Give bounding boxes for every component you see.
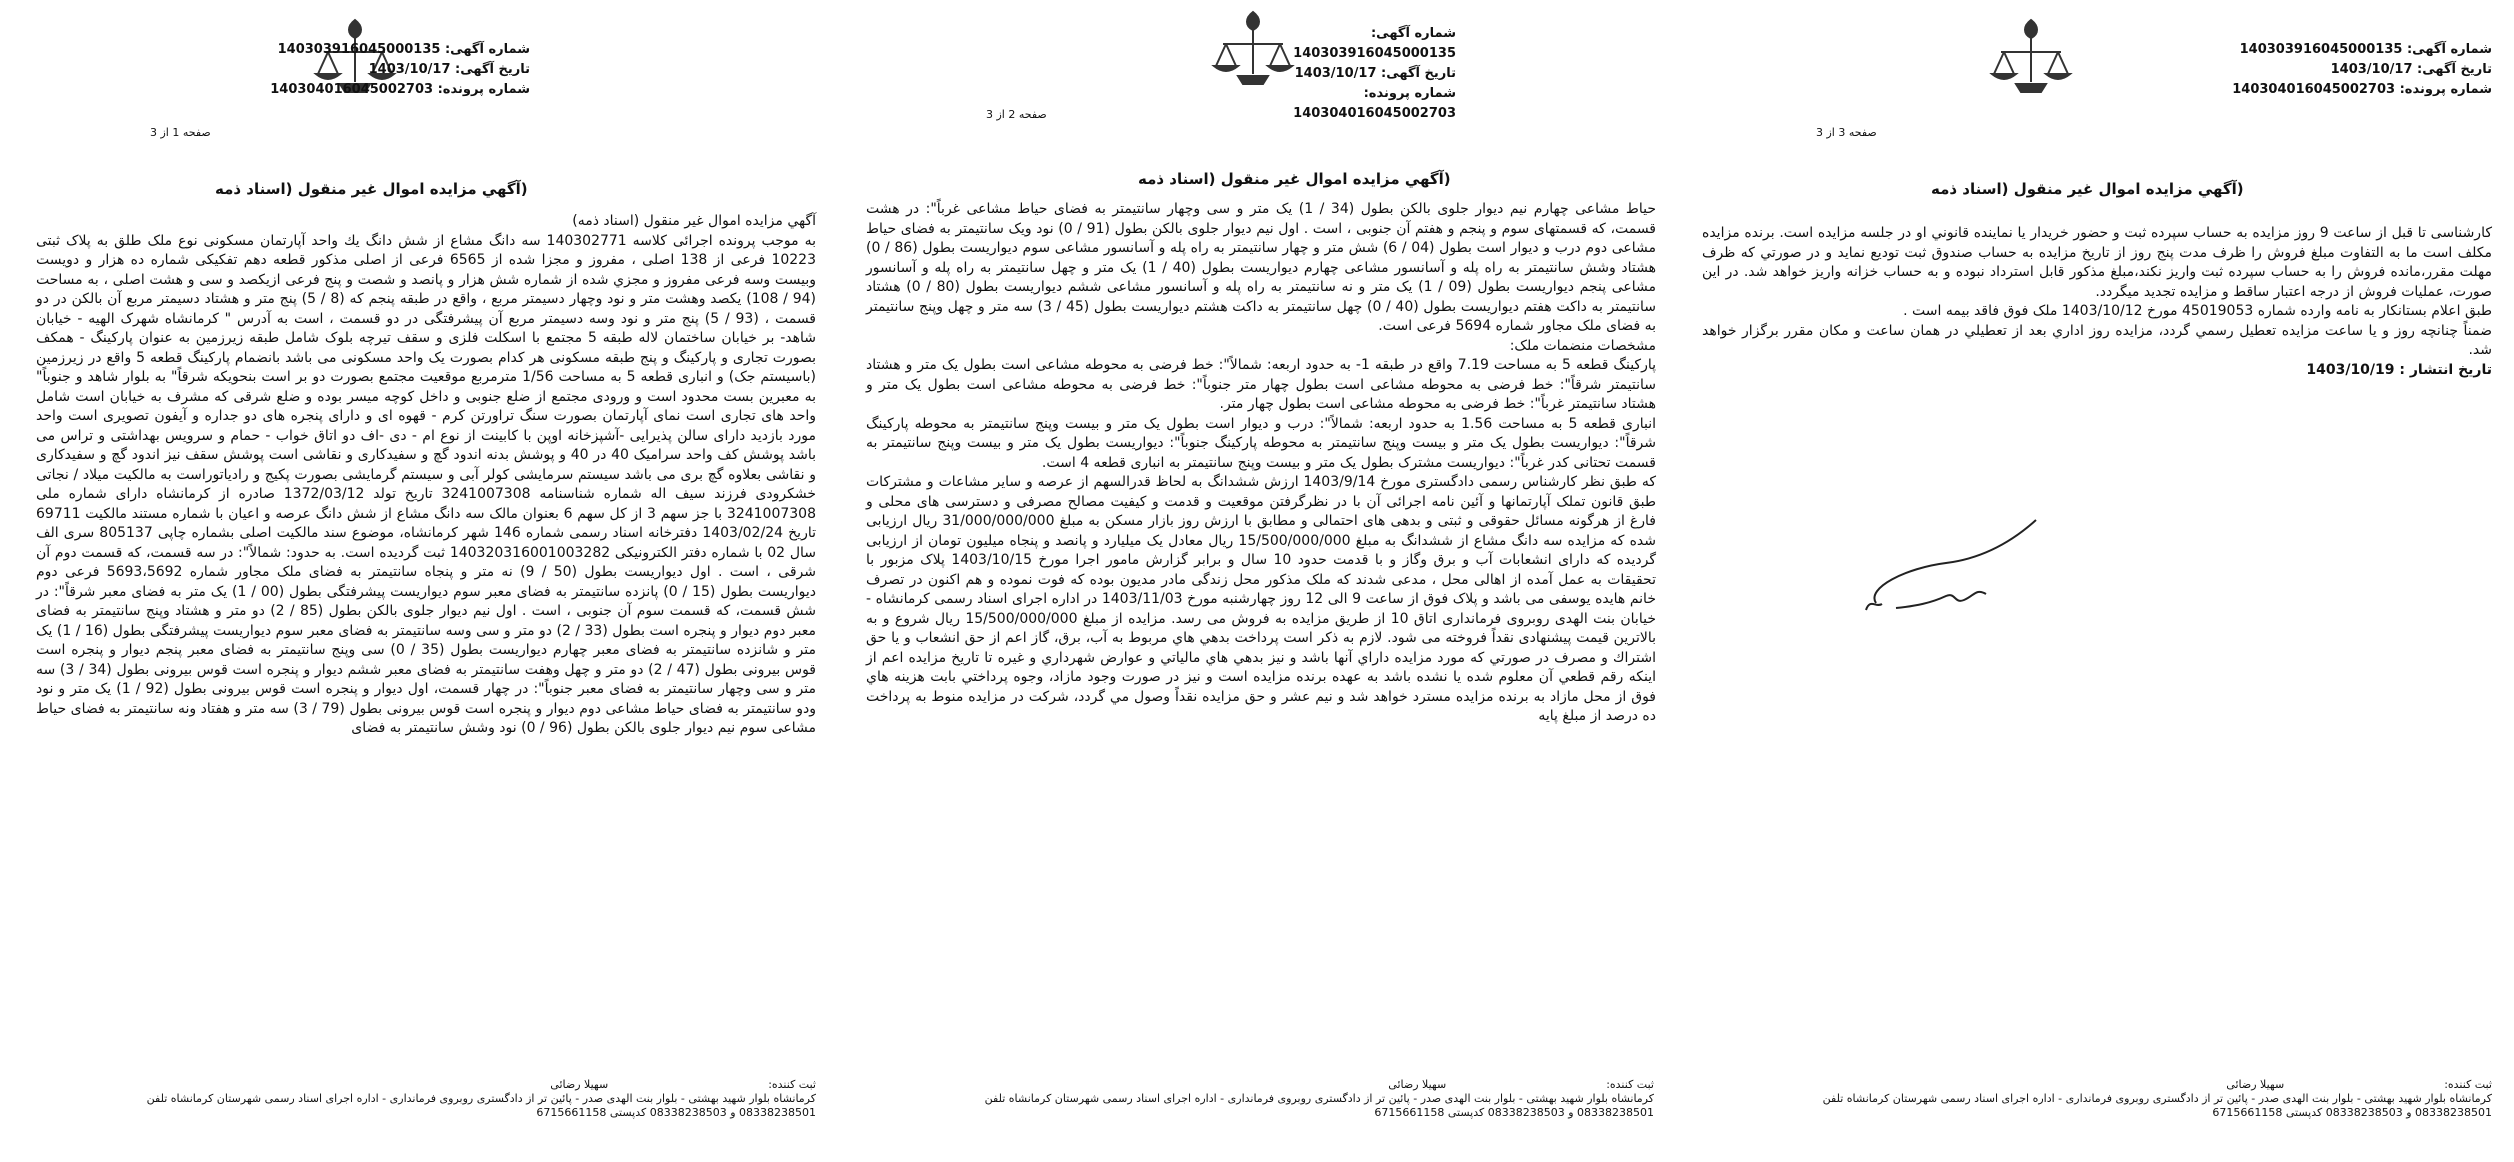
page-three [1676, 0, 2506, 1162]
paragraph: که طبق نظر کارشناس رسمی دادگستری مورخ 1403/9/14 ارزش ششدانگ به لحاظ قدرالسهم از عرصه و سایر مشاعات و مشترکات طبق قانون تملک آپارتمانها و آئین نامه اجرائی آن با در نظرگرفتن موقعیت و قدمت و کیفیت مصالح مصرفی و دسترسی های محلی و فارغ از هرگونه مسائل حقوقی و ثبتی و بدهی های احتمالی و مطابق با ارزش روز بازار مسکن به مبلغ 31/000/000/000 ریال ارزیابی شده که مزایده سه دانگ مشاع از ششدانگ به مبلغ 15/500/000/000 ریال معادل یک میلیارد و پانصد و پنجاه میلیون تومان از ارزیابی گردیده که دارای انشعابات آب و برق وگاز و با قدمت حدود 10 سال و برابر گزارش مامور اجرا مورخ 1403/10/15 پلاک مزبور با تحقیقات به عمل آمده از اهالی محل ، مدعی شدند که ملک مذکور محل زندگی مادر مدیون بوده که فوت نموده و هم اکنون در تصرف خانم هایده یوسفی می باشد و پلاک فوق از ساعت 9 الی 12 روز چهارشنبه مورخ 1403/11/03 در اداره اجرای اسناد رسمی کرمانشاه - خیابان بنت الهدی روبروی فرمانداری اتاق 10 از طریق مزایده به فروش می رسد. مزایده از مبلغ 15/500/000/000 ریال شروع و به بالاترین قیمت پیشنهادی نقداً فروخته می شود. لازم به ذکر است پرداخت بدهي هاي مربوط به آب، برق، گاز اعم از حق انشعاب و یا حق اشتراك و مصرف در صورتي که مورد مزايده داراي آنها باشد و نيز بدهي هاي مالياتي و عوارض شهرداري و غيره تا تاريخ مزايده اعم از اينکه رقم قطعي آن معلوم شده يا نشده باشد به عهده برنده مزايده است و نيز در صورت وجود مازاد، وجوه پرداختي بابت هزينه هاي فوق از محل مازاد به برنده مزايده مسترد خواهد شد و نيم عشر و حق مزايده نقداً وصول مي گردد، شرکت در مزايده منوط به پرداخت ده درصد از مبلغ پايه [866, 474, 1657, 724]
notice-title: (آگهي مزايده اموال غير منقول (اسناد ذمه [1931, 180, 2244, 198]
paragraph: کارشناسی تا قبل از ساعت 9 روز مزايده به حساب سپرده ثبت و حضور خريدار يا نماينده قانوني او در جلسه مزايده است. برنده مزايده مکلف است ما به التفاوت مبلغ فروش را ظرف مدت پنج روز از تاريخ مزايده به حساب صندوق ثبت توديع نمايد و در صورتي که ظرف مهلت مقرر،مانده فروش را به حساب سپرده ثبت واريز نکند،مبلغ مذکور قابل استرداد نبوده و به حساب خزانه واريز خواهد شد. در اين صورت، عمليات فروش از درجه اعتبار ساقط و مزايده تجديد ميگردد. [1702, 225, 2492, 300]
notice-body [866, 200, 1656, 727]
footer: ثبت کننده:سهیلا رضائی کرمانشاه بلوار شهید بهشتی - بلوار بنت الهدی صدر - پائین تر از دادگستری روبروی فرمانداری - اداره اجرای اسناد رسمی شهرستان کرمانشاه تلفن 08338238501 و 08338238503 کدپستی 6715661158 [984, 1078, 1654, 1119]
ad-header: شماره آگهی: 140303916045000135 تاریخ آگهی: 1403/10/17 شماره پرونده: 140304016045002703 [2232, 42, 2492, 97]
paragraph: طبق اعلام بستانکار به نامه وارده شماره 45019053 مورخ 1403/10/12 ملک فوق فاقد بیمه است . [1903, 303, 2492, 319]
footer: ثبت کننده:سهیلا رضائی کرمانشاه بلوار شهید بهشتی - بلوار بنت الهدی صدر - پائین تر از دادگستری روبروی فرمانداری - اداره اجرای اسناد رسمی شهرستان کرمانشاه تلفن 08338238501 و 08338238503 کدپستی 6715661158 [146, 1078, 816, 1119]
scales-of-justice-emblem-icon [1976, 12, 2086, 122]
publish-date: تاريخ انتشار : 1403/10/19 [2306, 361, 2492, 378]
paragraph: حیاط مشاعی چهارم نیم دیوار جلوی بالکن بطول (34 / 1) یک متر و سی وچهار سانتیمتر به فضای حیاط مشاعی غرباً": در هشت قسمت، که قسمتهای سوم و پنجم و هفتم آن جنوبی ، است . اول نیم دیوار جلوی بالکن بطول (91 / 0) نود ویک سانتیمتر به فضای حیاط مشاعی دوم درب و دیوار است بطول (04 / 6) شش متر و چهار سانتیمتر به راه پله و آسانسور مشاعی سوم دیواریست بطول (86 / 0) هشتاد وشش سانتیمتر به راه پله و آسانسور مشاعی چهارم دیواریست بطول (40 / 1) یک متر و چهل سانتیمتر به راه پله و آسانسور مشاعی پنجم دیواریست بطول (09 / 1) یک متر و نه سانتیمتر به راه پله و آسانسور مشاعی ششم دیواریست بطول (80 / 0) هشتاد سانتیمتر به داکت هفتم دیواریست بطول (40 / 0) چهل سانتیمتر به داکت هشتم دیواریست بطول (45 / 3) سه متر و چهل وپنج سانتیمتر به فضای ملک مجاور شماره 5694 فرعی است. [866, 201, 1657, 334]
page-one [0, 0, 830, 1162]
paragraph: مشخصات منضمات ملک: [1509, 337, 1656, 354]
footer: ثبت کننده:سهیلا رضائی کرمانشاه بلوار شهید بهشتی - بلوار بنت الهدی صدر - پائین تر از دادگستری روبروی فرمانداری - اداره اجرای اسناد رسمی شهرستان کرمانشاه تلفن 08338238501 و 08338238503 کدپستی 6715661158 [1822, 1078, 2492, 1119]
ad-header: شماره آگهی: 140303916045000135 تاریخ آگهی: 1403/10/17 شماره پرونده: 140304016045002703 [1293, 26, 1456, 121]
paragraph: ضمناً چنانچه روز و يا ساعت مزايده تعطيل رسمي گردد، مزايده روز اداري بعد از تعطيلي در همان ساعت و مکان مقرر برگزار خواهد شد. [1702, 322, 2492, 358]
ad-header: شماره آگهی: 140303916045000135 تاریخ آگهی: 1403/10/17 شماره پرونده: 140304016045002703 [270, 42, 530, 97]
page-number: صفحه 1 از 3 [150, 126, 211, 139]
paragraph: انباری قطعه 5 به مساحت 1.56 به حدود اربعه: شمالاً": درب و دیوار است بطول یک متر و بیست وپنج سانتیمتر به محوطه پارکینگ شرقاً": دیواریست بطول یک متر و بیست وپنج سانتیمتر به محوطه پارکینگ جنوباً": دیواریست بطول یک متر و بیست وپنج سانتیمتر به قسمت تحتانی کدر غرباً": دیواریست مشترک بطول یک متر و بیست وپنج سانتیمتر به انباری قطعه 4 است. [866, 415, 1656, 471]
paragraph: آگهي مزايده اموال غير منقول (اسناد ذمه) [572, 213, 816, 229]
page-number: صفحه 3 از 3 [1816, 126, 1877, 139]
paragraph: به موجب پرونده اجرائی کلاسه 140302771 سه دانگ مشاع از شش دانگ یك واحد آپارتمان مسکونی نوع ملک طلق به پلاک ثبتی 10223 فرعی از 138 اصلی ، مفروز و مجزا شده از 6565 فرعی از اصلی مذکور قطعه دهم تفکیکی شماره ده هزار و دویست وبیست وسه فرعی مفروز و مجزي شده از شماره شش هزار و پانصد و شصت و پنج فرعی ازیکصد و سی و هشت اصلی ، به مساحت (94 / 108) یکصد وهشت متر و نود وچهار دسیمتر مربع ، واقع در طبقه پنجم که (8 / 5) پنج متر و هشتاد دسیمتر مربع آن بالکن در دو قسمت ، (93 / 5) پنج متر و نود وسه دسیمتر مربع آن پیشرفتگی در دو قسمت ، است به آدرس " کرمانشاه شهرک الهیه - خیابان شاهد- بر خیابان ساختمان لاله طبقه 5 مجتمع با اسکلت فلزی و سقف تیرچه بلوک شامل طبقه زیرزمین به عنوان پارکینگ - همکف بصورت تجاری و پارکینگ و پنج طبقه مسکونی هر کدام بصورت یک واحد مسکونی می باشد بانضمام پارکینگ قطعه 5 واقع در زیرزمین (باسیستم جک) و انباری قطعه 5 به مساحت 1/56 مترمربع موقعیت مجتمع بصورت دو بر است بنحویکه شرقاً" به بلوار شاهد و جنوباً" به معبرین بست محدود است و ورودی مجتمع از ضلع جنوبی و داخل کوچه میسر بوده و ضلع شرقی که مشرف به خیابان است شامل واحد های تجاری است نمای آپارتمان بصورت سنگ تراورتن کرم - قهوه ای و دارای پنجره های دو جداره و آیفون تصویری است واحد مورد بازدید دارای سالن پذیرایی -آشپزخانه اوپن با کابینت از نوع ام - دی -اف دو اتاق خواب - حمام و سرویس بهداشتی و تراس می باشد پوشش کف واحد سرامیک 40 در 40 و پوشش بدنه اندود گچ و سفیدکاری و نقاشی است پوشش سقف نیز اندود گچ و سفیدکاری و نقاشی بعلاوه گچ بری می باشد سیستم سرمایشی کولر آبی و سیستم گرمایشی بصورت پکیج و رادیاتوراست به مالکیت میلاد / نجاتی خشکرودی فرزند سیف اله شماره شناسنامه 3241007308 تاریخ تولد 1372/03/12 صادره از کرمانشاه دارای شماره ملی 3241007308 با جز سهم 3 از کل سهم 6 بعنوان مالک سه دانگ مشاع از شش دانگ عرصه و اعیان با شماره مستند مالکیت 69711 تاریخ 1403/02/24 دفترخانه اسناد رسمی شماره 146 شهر کرمانشاه، موضوع سند مالکیت اصلی بشماره چاپی 805137 سری الف سال 02 با شماره دفتر الکترونیکی 140320316001003282 ثبت گردیده است. به حدود: شمالاً": در سه قسمت، که قسمت دوم آن شرقی ، است . اول دیواریست بطول (50 / 9) نه متر و پنجاه سانتیمتر به فضای ملک مجاور شماره 5693،5692 فرعی دوم دیواریست بطول (15 / 0) پانزده سانتیمتر به فضای معبر سوم دیواریست پیشرفتگی بطول (00 / 1) یک متر به فضای معبر شرقاً": در شش قسمت، که قسمت سوم آن جنوبی ، است . اول نیم دیوار جلوی بالکن بطول (85 / 2) دو متر و هشتاد وپنج سانتیمتر به فضای معبر دوم دیوار و پنجره است بطول (33 / 2) دو متر و سی وسه سانتیمتر به فضای معبر سوم دیواریست پیشرفتگی بطول (16 / 1) یک متر و شانزده سانتیمتر به فضای معبر چهارم دیواریست بطول (35 / 0) سی وپنج سانتیمتر به فضای معبر پنجم دیوار و پنجره است قوس بیرونی بطول (47 / 2) دو متر و چهل وهفت سانتیمتر به فضای معبر ششم دیوار و پنجره است قوس بیرونی بطول (34 / 3) سه متر و سی وچهار سانتیمتر به فضای معبر جنوباً": در چهار قسمت، اول دیوار و پنجره است قوس بیرونی بطول (92 / 1) یک متر و نود ودو سانتیمتر به فضای حیاط مشاعی دوم دیوار و پنجره است قوس بیرونی بطول (79 / 3) سه متر و هفتاد ونه سانتیمتر به فضای حیاط مشاعی سوم نیم دیوار جلوی بالکن بطول (96 / 0) نود وشش سانتیمتر به فضای [36, 232, 817, 736]
notice-body [1702, 224, 2492, 380]
paragraph: پارکینگ قطعه 5 به مساحت 7.19 واقع در طبقه 1- به حدود اربعه: شمالاً": خط فرضی به محوطه مشاعی است بطول یک متر و هشتاد سانتیمتر شرقاً": خط فرضی به محوطه مشاعی است بطول چهار متر جنوباً": خط فرضی به محوطه مشاعی است بطول یک متر و هشتاد سانتیمتر غرباً": خط فرضی به محوطه مشاعی است بطول چهار متر. [866, 357, 1657, 412]
notice-title: (آگهي مزايده اموال غير منقول (اسناد ذمه [215, 180, 528, 198]
signature-icon [1836, 508, 2056, 628]
page-two [838, 0, 1668, 1162]
page-number: صفحه 2 از 3 [986, 108, 1047, 121]
notice-body [36, 212, 816, 739]
notice-title: (آگهي مزايده اموال غير منقول (اسناد ذمه [1138, 170, 1451, 188]
